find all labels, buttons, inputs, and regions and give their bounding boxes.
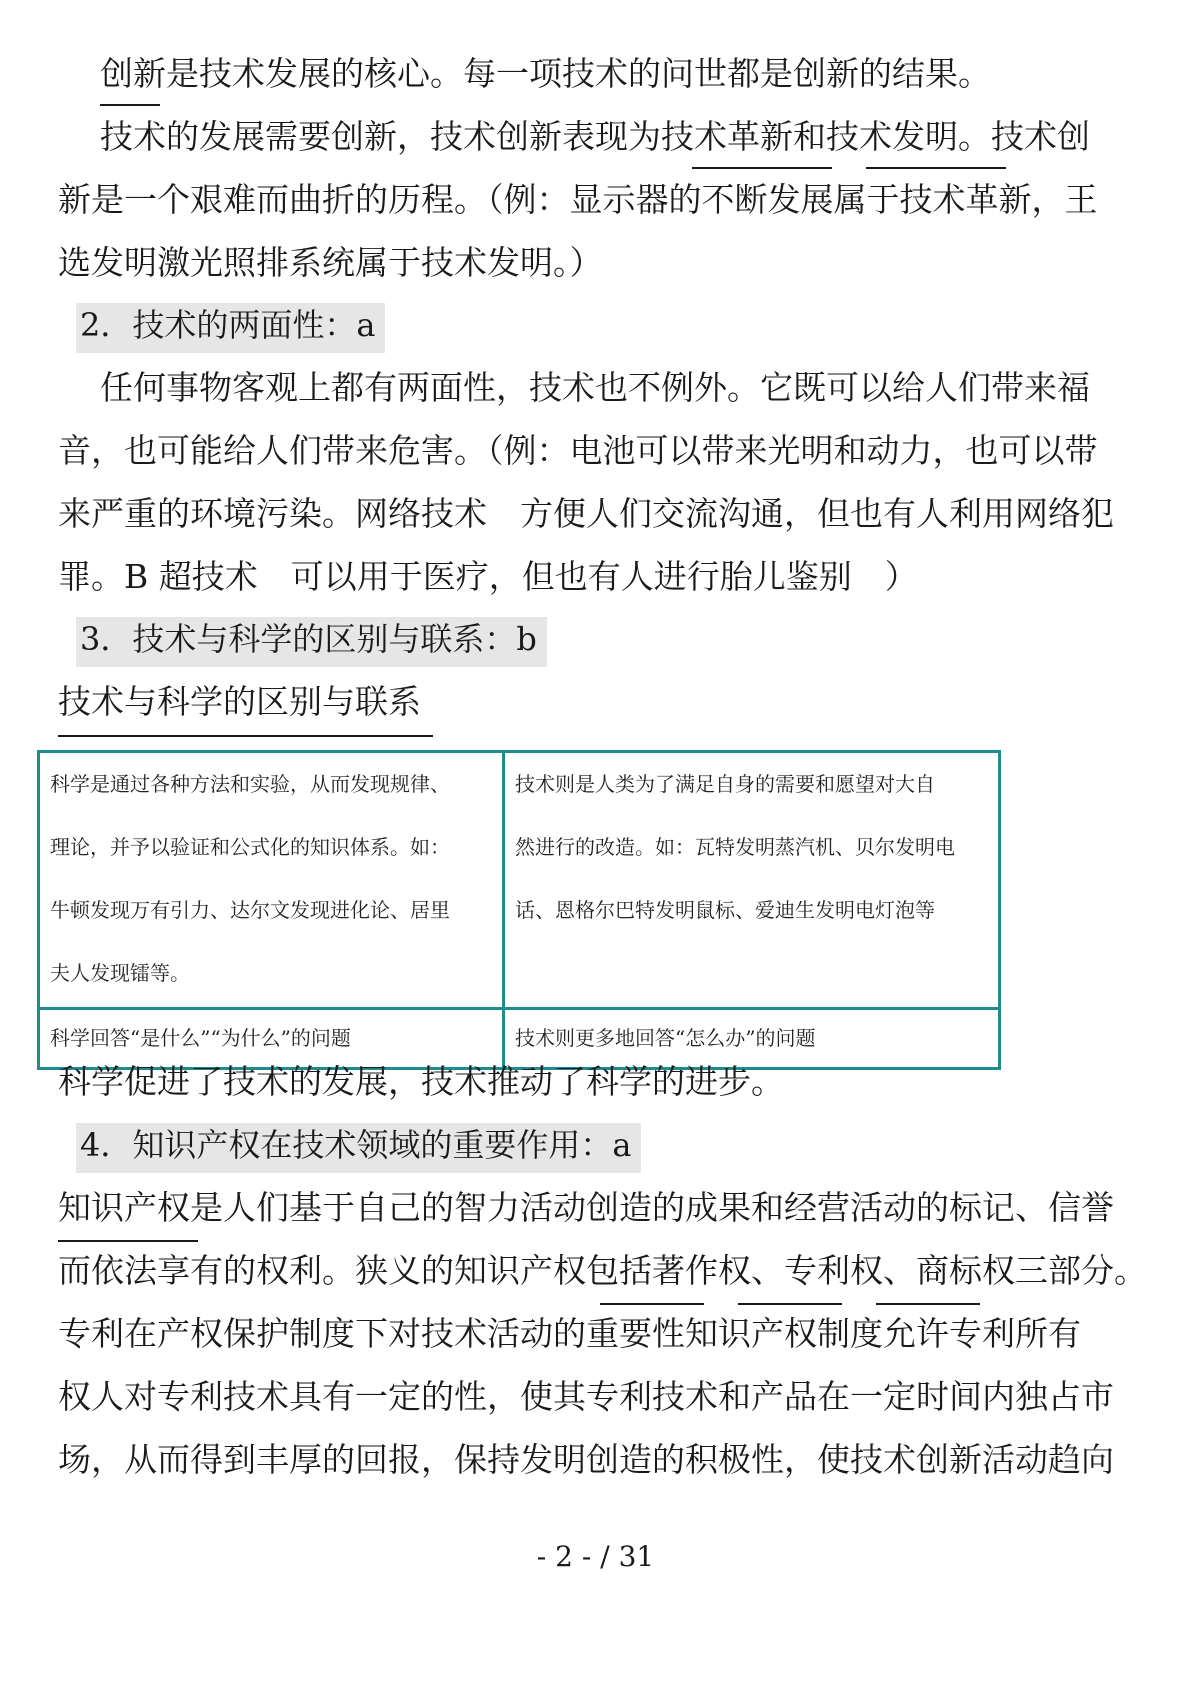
underline-tech-renovation	[692, 167, 832, 169]
paragraph-ip-line-3: 专利在产权保护制度下对技术活动的重要性知识产权制度允许专利所有	[58, 1314, 1081, 1353]
cell-line: 技术则是人类为了满足自身的需要和愿望对大自	[515, 772, 935, 796]
paragraph-innovation-line-2: 新是一个艰难而曲折的历程。（例：显示器的不断发展属于技术革新，王	[58, 180, 1098, 219]
underline-patent	[738, 1303, 842, 1305]
heading-science-tech: 3．技术与科学的区别与联系：b	[76, 617, 547, 667]
underline-tech-invention	[866, 167, 1006, 169]
underline-ip	[58, 1240, 198, 1242]
cell-line: 科学是通过各种方法和实验，从而发现规律、	[50, 772, 450, 796]
cell-line: 话、恩格尔巴特发明鼠标、爱迪生发明电灯泡等	[515, 898, 935, 922]
paragraph-innovation-core: 创新是技术发展的核心。每一项技术的问世都是创新的结果。	[100, 54, 991, 93]
paragraph-ip-line-4: 权人对专利技术具有一定的性，使其专利技术和产品在一定时间内独占市	[58, 1377, 1114, 1416]
cell-line: 牛顿发现万有引力、达尔文发现进化论、居里	[50, 898, 450, 922]
cell-tech-question: 技术则更多地回答“怎么办”的问题	[515, 1026, 816, 1050]
paragraph-two-sides-line-1: 任何事物客观上都有两面性，技术也不例外。它既可以给人们带来福	[100, 368, 1090, 407]
underline-copyright	[600, 1303, 704, 1305]
cell-line: 夫人发现镭等。	[50, 961, 190, 985]
cell-science-definition	[40, 753, 502, 1007]
paragraph-ip-line-2: 而依法享有的权利。狭义的知识产权包括著作权、专利权、商标权三部分。	[58, 1251, 1147, 1290]
paragraph-innovation-line-1: 技术的发展需要创新，技术创新表现为技术革新和技术发明。技术创	[100, 117, 1090, 156]
underline-mark	[100, 104, 160, 106]
underline-trademark	[876, 1303, 980, 1305]
cell-line: 然进行的改造。如：瓦特发明蒸汽机、贝尔发明电	[515, 835, 955, 859]
heading-ip-rights: 4．知识产权在技术领域的重要作用：a	[76, 1123, 641, 1173]
cell-science-question: 科学回答“是什么”“为什么”的问题	[50, 1026, 351, 1050]
heading-two-sides: 2．技术的两面性：a	[76, 303, 385, 353]
paragraph-ip-line-1: 知识产权是人们基于自己的智力活动创造的成果和经营活动的标记、信誉	[58, 1188, 1114, 1227]
paragraph-science-tech-link: 科学促进了技术的发展，技术推动了科学的进步。	[58, 1062, 784, 1101]
page-number: - 2 - / 31	[536, 1540, 655, 1573]
subtitle-science-tech: 技术与科学的区别与联系	[58, 682, 421, 721]
paragraph-innovation-line-3: 选发明激光照排系统属于技术发明。）	[58, 243, 603, 282]
paragraph-two-sides-line-4: 罪。B 超技术 可以用于医疗，但也有人进行胎儿鉴别 ）	[58, 557, 918, 596]
cell-tech-definition	[505, 753, 1001, 1007]
cell-line: 理论，并予以验证和公式化的知识体系。如：	[50, 835, 450, 859]
underline-subtitle	[58, 735, 433, 737]
paragraph-two-sides-line-3: 来严重的环境污染。网络技术 方便人们交流沟通，但也有人利用网络犯	[58, 494, 1114, 533]
paragraph-ip-line-5: 场，从而得到丰厚的回报，保持发明创造的积极性，使技术创新活动趋向	[58, 1440, 1114, 1479]
comparison-table	[37, 750, 1001, 1070]
paragraph-two-sides-line-2: 音，也可能给人们带来危害。（例：电池可以带来光明和动力，也可以带	[58, 431, 1098, 470]
